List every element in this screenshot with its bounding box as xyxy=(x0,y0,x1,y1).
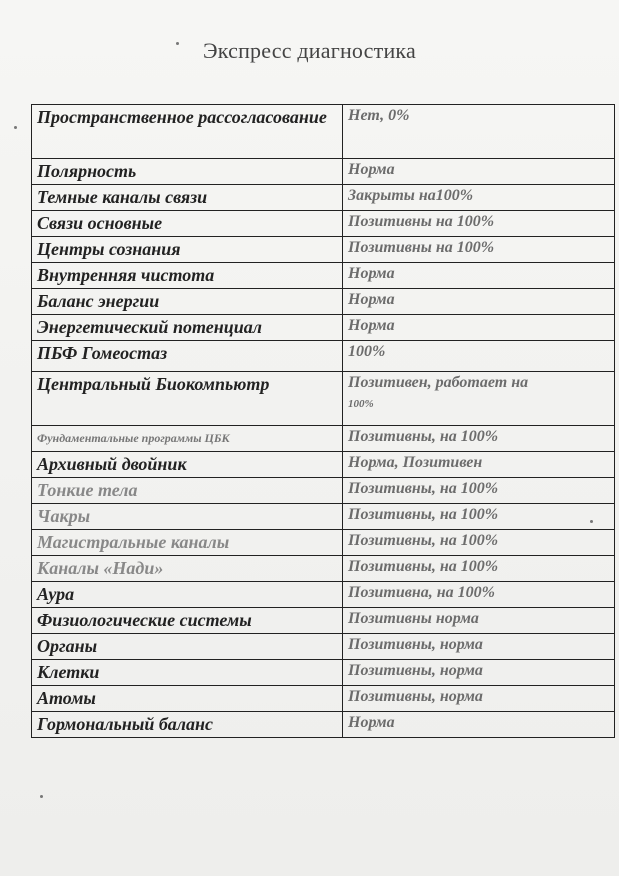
row-value: Норма xyxy=(343,263,615,289)
table-row xyxy=(32,185,615,211)
row-value: Позитивны, на 100% xyxy=(343,556,615,582)
table-row xyxy=(32,452,615,478)
scan-speck xyxy=(590,520,593,523)
row-value: Норма xyxy=(343,159,615,185)
row-value: Закрыты на100% xyxy=(343,185,615,211)
table-row xyxy=(32,341,615,372)
row-name: Центральный Биокомпьютр xyxy=(32,372,343,426)
table-row xyxy=(32,504,615,530)
row-value: Позитивна, на 100% xyxy=(343,582,615,608)
row-value: Позитивны, на 100% xyxy=(343,504,615,530)
row-value-main: Позитивен, работает на xyxy=(348,374,529,391)
table-row xyxy=(32,582,615,608)
row-name: Фундаментальные программы ЦБК xyxy=(32,426,343,452)
row-value: 100% xyxy=(343,341,615,372)
row-value xyxy=(343,372,615,426)
table-row xyxy=(32,105,615,159)
row-name: Аура xyxy=(32,582,343,608)
row-value: Норма, Позитивен xyxy=(343,452,615,478)
row-name: Темные каналы связи xyxy=(32,185,343,211)
table-row xyxy=(32,315,615,341)
row-name: Физиологические системы xyxy=(32,608,343,634)
scan-speck xyxy=(14,126,17,129)
table-row xyxy=(32,478,615,504)
row-name: Центры сознания xyxy=(32,237,343,263)
row-name: Каналы «Нади» xyxy=(32,556,343,582)
row-name: Пространственное рассогласование xyxy=(32,105,343,159)
diagnostics-table xyxy=(31,104,615,738)
row-value: Норма xyxy=(343,712,615,738)
table-row xyxy=(32,289,615,315)
table-row xyxy=(32,712,615,738)
table-row xyxy=(32,556,615,582)
table-row xyxy=(32,372,615,426)
row-name: Баланс энергии xyxy=(32,289,343,315)
row-name: Атомы xyxy=(32,686,343,712)
row-name: Органы xyxy=(32,634,343,660)
row-name: Архивный двойник xyxy=(32,452,343,478)
row-value: Позитивны, норма xyxy=(343,686,615,712)
row-value: Позитивны, на 100% xyxy=(343,478,615,504)
row-value: Позитивны, норма xyxy=(343,634,615,660)
table-row xyxy=(32,426,615,452)
row-name: Чакры xyxy=(32,504,343,530)
row-name: Связи основные xyxy=(32,211,343,237)
document-title: Экспресс диагностика xyxy=(203,38,416,63)
scan-speck xyxy=(40,795,43,798)
table-row xyxy=(32,634,615,660)
row-value: Нет, 0% xyxy=(343,105,615,159)
table-row xyxy=(32,211,615,237)
row-name: Гормональный баланс xyxy=(32,712,343,738)
table-row xyxy=(32,159,615,185)
table-row xyxy=(32,530,615,556)
row-name: Энергетический потенциал xyxy=(32,315,343,341)
row-name: Тонкие тела xyxy=(32,478,343,504)
row-name: Полярность xyxy=(32,159,343,185)
row-value: Позитивны, на 100% xyxy=(343,530,615,556)
table-row xyxy=(32,660,615,686)
table-row xyxy=(32,608,615,634)
table-row xyxy=(32,263,615,289)
row-name: Магистральные каналы xyxy=(32,530,343,556)
row-value: Позитивны на 100% xyxy=(343,237,615,263)
row-value: Норма xyxy=(343,315,615,341)
table-row xyxy=(32,686,615,712)
row-value: Позитивны, на 100% xyxy=(343,426,615,452)
table-row xyxy=(32,237,615,263)
row-value: Норма xyxy=(343,289,615,315)
row-name: Клетки xyxy=(32,660,343,686)
row-value: Позитивны, норма xyxy=(343,660,615,686)
scan-speck xyxy=(176,42,179,45)
row-name: ПБФ Гомеостаз xyxy=(32,341,343,372)
row-value: Позитивны норма xyxy=(343,608,615,634)
row-name: Внутренняя чистота xyxy=(32,263,343,289)
row-value-sub: 100% xyxy=(348,398,374,410)
row-value: Позитивны на 100% xyxy=(343,211,615,237)
